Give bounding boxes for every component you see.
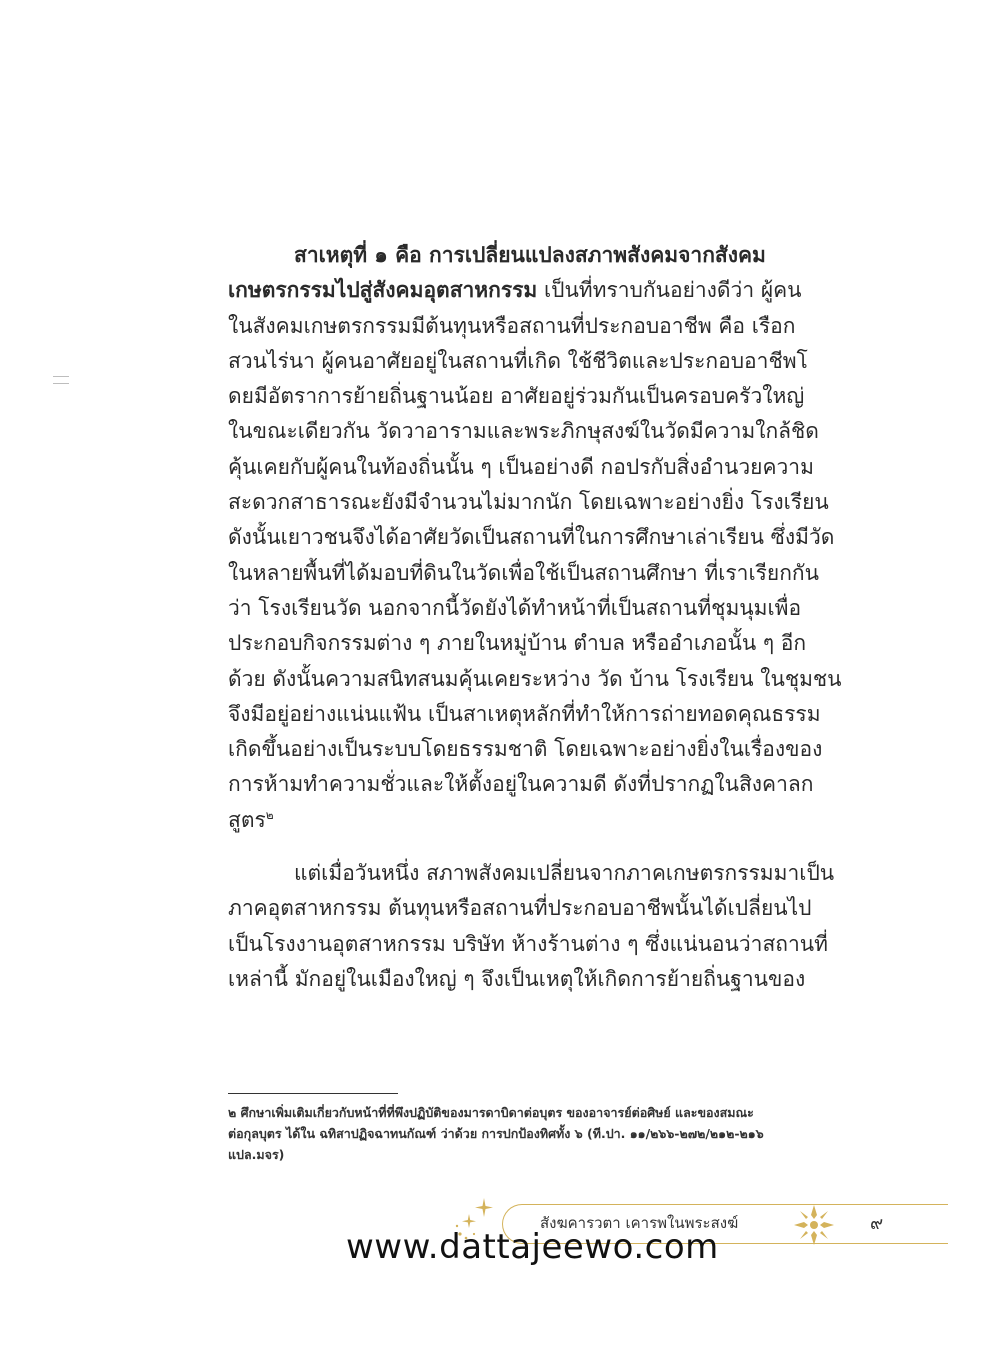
text-line: ด้วย ดังนั้นความสนิทสนมคุ้นเคยระหว่าง วัด บ้าน โรงเรียน ในชุมชน [228,666,842,691]
text-line: ในสังคมเกษตรกรรมมีต้นทุนหรือสถานที่ประกอบอาชีพ คือ เรือก [228,313,796,338]
text-span: สูตร [228,807,266,832]
text-line: ว่า โรงเรียนวัด นอกจากนี้วัดยังได้ทำหน้าที่เป็นสถานที่ชุมนุมเพื่อ [228,595,802,620]
text-line: ในขณะเดียวกัน วัดวาอารามและพระภิกษุสงฆ์ในวัดมีความใกล้ชิด [228,419,819,444]
flower-ornament-icon [790,1201,838,1249]
text-line: ในหลายพื้นที่ได้มอบที่ดินในวัดเพื่อใช้เป็นสถานศึกษา ที่เราเรียกกัน [228,560,819,585]
footnote-line: ๒ ศึกษาเพิ่มเติมเกี่ยวกับหน้าที่ที่พึงปฏิบัติของมารดาบิดาต่อบุตร ของอาจารย์ต่อศิษย์ และของสมณะ [228,1105,754,1120]
text-line: การห้ามทำความชั่วและให้ตั้งอยู่ในความดี ดังที่ปรากฏในสิงคาลก [228,772,814,797]
text-span: เป็นที่ทราบกันอย่างดีว่า ผู้คน [537,278,802,303]
website-watermark[interactable]: www.dattajeewo.com [346,1227,719,1267]
text-line [228,273,802,308]
text-line [228,803,802,838]
text-line: คุ้นเคยกับผู้คนในท้องถิ่นนั้น ๆ เป็นอย่างดี กอปรกับสิ่งอำนวยความ [228,454,814,479]
text-line: สาเหตุที่ ๑ คือ การเปลี่ยนแปลงสภาพสังคมจากสังคม [294,243,766,267]
footnote-line: ต่อกุลบุตร ได้ใน ฉทิสาปฏิจฉาทนกัณฑ์ ว่าด้วย การปกป้องทิศทั้ง ๖ (ที.ปา. ๑๑/๒๖๖-๒๗๒/๒๑๒-๒๑๖ [228,1126,764,1141]
page-number: ๙ [870,1213,884,1234]
paragraph-1 [228,238,842,838]
text-line: ดังนั้นเยาวชนจึงได้อาศัยวัดเป็นสถานที่ในการศึกษาเล่าเรียน ซึ่งมีวัด [228,525,835,550]
text-line: ประกอบกิจกรรมต่าง ๆ ภายในหมู่บ้าน ตำบล หรืออำเภอนั้น ๆ อีก [228,631,807,656]
text-line: สวนไร่นา ผู้คนอาศัยอยู่ในสถานที่เกิด ใช้ชีวิตและประกอบอาชีพโ [228,348,808,373]
text-line: เกิดขึ้นอย่างเป็นระบบโดยธรรมชาติ โดยเฉพาะอย่างยิ่งในเรื่องของ [228,737,823,762]
text-line: ดยมีอัตราการย้ายถิ่นฐานน้อย อาศัยอยู่ร่วมกันเป็นครอบครัวใหญ่ [228,384,805,409]
body-text [228,238,842,997]
running-footer-title: สังฆคารวตา เคารพในพระสงฆ์ [540,1214,739,1232]
footnote-reference[interactable]: ๒ [265,807,274,822]
text-line: แต่เมื่อวันหนึ่ง สภาพสังคมเปลี่ยนจากภาคเกษตรกรรมมาเป็น [294,861,835,886]
bold-heading-continuation: เกษตรกรรมไปสู่สังคมอุตสาหกรรม [228,278,538,303]
text-line: ภาคอุตสาหกรรม ต้นทุนหรือสถานที่ประกอบอาชีพนั้นได้เปลี่ยนไป [228,896,812,921]
text-line: เป็นโรงงานอุตสาหกรรม บริษัท ห้างร้านต่าง ๆ ซึ่งแน่นอนว่าสถานที่ [228,931,828,956]
footnote-line: แปล.มจร) [228,1147,285,1162]
text-line: จึงมีอยู่อย่างแน่นแฟ้น เป็นสาเหตุหลักที่ทำให้การถ่ายทอดคุณธรรม [228,701,821,726]
footnote [228,1102,808,1165]
footnote-divider [228,1093,398,1094]
text-line: สะดวกสาธารณะยังมีจำนวนไม่มากนัก โดยเฉพาะอย่างยิ่ง โรงเรียน [228,490,829,515]
paragraph-2 [228,856,835,997]
margin-mark [53,376,69,384]
text-line: เหล่านี้ มักอยู่ในเมืองใหญ่ ๆ จึงเป็นเหตุให้เกิดการย้ายถิ่นฐานของ [228,966,806,991]
